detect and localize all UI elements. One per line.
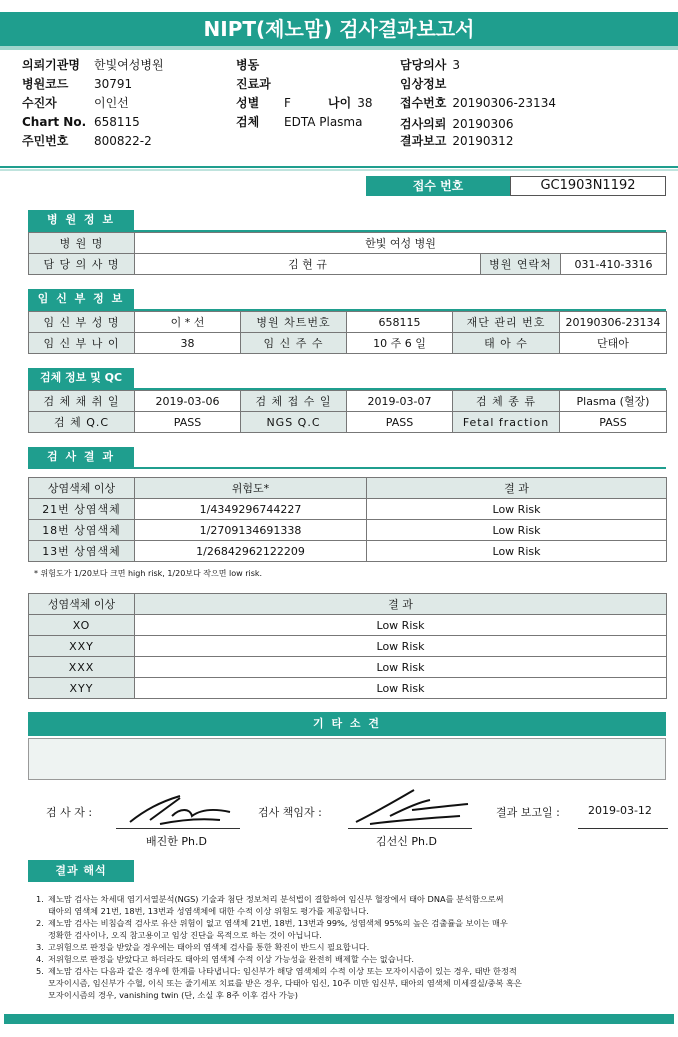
fetus-count-label: 태 아 수 <box>453 333 560 354</box>
specimen-qc: PASS <box>135 412 241 433</box>
table-row <box>29 499 667 520</box>
header-item: Chart No. 658115 <box>22 115 140 129</box>
pregnant-age-label: 임 신 부 나 이 <box>29 333 135 354</box>
list-item: 2. 제노맘 검사는 비침습적 검사로 유산 위험이 없고 염색체 21번, 18번, 13번과 99%, 성염색체 95%의 높은 검출률을 보이는 매우 정확한 검사이나, 오직 참고용이고 임상 진단을 목적으로 하는 것이 아닙니다. <box>36 918 508 940</box>
receive-date: 2019-03-07 <box>347 391 453 412</box>
section-pregnant-info: 임 신 부 정 보 <box>28 289 134 309</box>
result-value: Low Risk <box>135 678 667 699</box>
header-item: 주민번호 800822-2 <box>22 134 152 148</box>
title-underline <box>0 46 678 50</box>
fetus-count: 단태아 <box>560 333 667 354</box>
header-item: 병원코드 30791 <box>22 77 133 91</box>
chromosome-name: 21번 상염색체 <box>29 499 135 520</box>
table-row <box>29 312 667 333</box>
tester-signature-icon <box>120 790 240 830</box>
result-value: Low Risk <box>135 636 667 657</box>
header-item: 접수번호 20190306-23134 <box>400 96 556 110</box>
sex-chromosome-name: XO <box>29 615 135 636</box>
header-item: 병동 <box>236 58 260 72</box>
report-date-label: 결과 보고일 : <box>496 806 560 819</box>
table-row <box>29 615 667 636</box>
report-date: 2019-03-12 <box>588 804 652 817</box>
header-item: 진료과 <box>236 77 271 91</box>
foundation-number-label: 재단 관리 번호 <box>453 312 560 333</box>
fetal-fraction: PASS <box>560 412 667 433</box>
sex-chromosome-table <box>28 593 667 699</box>
patient-header <box>0 54 678 166</box>
other-findings-header: 기 타 소 견 <box>28 712 666 736</box>
report-title: NIPT(제노맘) 검사결과보고서 <box>0 12 678 46</box>
ngs-qc-label: NGS Q.C <box>241 412 347 433</box>
header-item: 수진자 이인선 <box>22 96 129 110</box>
list-item: 5. 제노맘 검사는 다음과 같은 경우에 한계를 나타냅니다: 임신부가 해당 염색체의 수적 이상 또는 모자이시즘이 있는 경우, 태반 한정적 모자이시즘, 임신부가 수혈, 이식 또는 줄기세포 치료를 받은 경우, 다태아 임신, 10주 미만 임신부, 태아의 염색체 미세결실/중복 혹은 모자이시즘의 경우, vanishing twin (단, 소실 후 8주 이후 검사 가능) <box>36 966 522 1000</box>
header-item-age: 나이 38 <box>328 96 373 110</box>
table-header-row <box>29 478 667 499</box>
chromosome-name: 18번 상염색체 <box>29 520 135 541</box>
gestation-weeks-label: 임 신 주 수 <box>241 333 347 354</box>
doctor-name: 김 현 규 <box>135 254 481 275</box>
gestation-weeks: 10 주 6 일 <box>347 333 453 354</box>
fetal-fraction-label: Fetal fraction <box>453 412 560 433</box>
list-item: 4. 저위험으로 판정을 받았다고 하더라도 태아의 염색체 수적 이상 가능성을 완전히 배제할 수는 없습니다. <box>36 954 415 964</box>
table-row <box>29 636 667 657</box>
footer-bar <box>4 1014 674 1024</box>
specimen-type-label: 검 체 종 류 <box>453 391 560 412</box>
result-value: Low Risk <box>135 615 667 636</box>
result-value: Low Risk <box>367 541 667 562</box>
manager-signature-line <box>348 828 472 829</box>
pregnant-name: 이 * 선 <box>135 312 241 333</box>
sex-chromosome-name: XYY <box>29 678 135 699</box>
col-header: 위험도* <box>135 478 367 499</box>
hospital-table <box>28 232 667 275</box>
table-row <box>29 233 667 254</box>
header-item: 담당의사 3 <box>400 58 461 72</box>
table-row <box>29 657 667 678</box>
section-test-results: 검 사 결 과 <box>28 447 134 467</box>
col-header: 결 과 <box>367 478 667 499</box>
result-value: Low Risk <box>135 657 667 678</box>
divider <box>0 169 678 171</box>
risk-value: 1/26842962122209 <box>135 541 367 562</box>
section-line <box>28 467 666 469</box>
receive-date-label: 검 체 접 수 일 <box>241 391 347 412</box>
table-row <box>29 254 667 275</box>
ngs-qc: PASS <box>347 412 453 433</box>
section-interpretation: 결과 해석 <box>28 860 134 882</box>
doctor-label: 담 당 의 사 명 <box>29 254 135 275</box>
report-date-line <box>578 828 668 829</box>
specimen-qc-label: 검 체 Q.C <box>29 412 135 433</box>
risk-value: 1/4349296744227 <box>135 499 367 520</box>
tester-label: 검 사 자 : <box>46 806 93 819</box>
pregnant-name-label: 임 신 부 성 명 <box>29 312 135 333</box>
manager-label: 검사 책임자 : <box>258 806 322 819</box>
foundation-number: 20190306-23134 <box>560 312 667 333</box>
table-row <box>29 333 667 354</box>
header-item: 검사의뢰 20190306 <box>400 117 514 131</box>
chart-number-label: 병원 차트번호 <box>241 312 347 333</box>
table-row <box>29 541 667 562</box>
collect-date-label: 검 체 채 취 일 <box>29 391 135 412</box>
section-hospital-info: 병 원 정 보 <box>28 210 134 230</box>
header-item: 임상정보 <box>400 77 447 91</box>
collect-date: 2019-03-06 <box>135 391 241 412</box>
manager-name: 김선신 Ph.D <box>376 835 437 848</box>
col-header: 성염색체 이상 <box>29 594 135 615</box>
table-row <box>29 678 667 699</box>
table-header-row <box>29 594 667 615</box>
list-item: 3. 고위험으로 판정을 받았을 경우에는 태아의 염색체 검사를 통한 확진이 반드시 필요합니다. <box>36 942 370 952</box>
tester-name: 배진한 Ph.D <box>146 835 207 848</box>
sex-chromosome-name: XXX <box>29 657 135 678</box>
tester-signature-line <box>116 828 240 829</box>
header-item: 결과보고 20190312 <box>400 134 514 148</box>
contact-value: 031-410-3316 <box>561 254 667 275</box>
hospital-name-label: 병 원 명 <box>29 233 135 254</box>
interpretation-list <box>34 893 666 1001</box>
list-item: 1. 제노맘 검사는 차세대 염기서열분석(NGS) 기술과 첨단 정보처리 분석법이 결합하여 임신부 혈장에서 태아 DNA를 분석함으로써 태아의 염색체 21번, 18번, 13번과 성염색체에 대한 수적 이상 위험도 평가를 제공합니다. <box>36 894 504 916</box>
manager-signature-icon <box>350 786 474 830</box>
table-row <box>29 520 667 541</box>
table-row <box>29 391 667 412</box>
divider <box>0 166 678 168</box>
header-item: 검체 EDTA Plasma <box>236 115 363 129</box>
section-specimen-qc: 검체 정보 및 QC <box>28 368 134 388</box>
col-header: 결 과 <box>135 594 667 615</box>
pregnant-age: 38 <box>135 333 241 354</box>
receipt-number-value: GC1903N1192 <box>510 176 666 196</box>
specimen-type: Plasma (혈장) <box>560 391 667 412</box>
receipt-number-label: 접수 번호 <box>366 176 510 196</box>
risk-footnote: * 위험도가 1/20보다 크면 high risk, 1/20보다 작으면 low risk. <box>34 569 263 578</box>
autosome-results-table <box>28 477 667 562</box>
result-value: Low Risk <box>367 520 667 541</box>
hospital-name: 한빛 여성 병원 <box>135 233 667 254</box>
table-row <box>29 412 667 433</box>
col-header: 상염색체 이상 <box>29 478 135 499</box>
sex-chromosome-name: XXY <box>29 636 135 657</box>
header-item: 성별 F <box>236 96 291 110</box>
chromosome-name: 13번 상염색체 <box>29 541 135 562</box>
result-value: Low Risk <box>367 499 667 520</box>
specimen-table <box>28 390 667 433</box>
chart-number: 658115 <box>347 312 453 333</box>
header-item: 의뢰기관명 한빛여성병원 <box>22 58 164 72</box>
contact-label: 병원 연락처 <box>481 254 561 275</box>
pregnant-table <box>28 311 667 354</box>
risk-value: 1/2709134691338 <box>135 520 367 541</box>
other-findings-box <box>28 738 666 780</box>
